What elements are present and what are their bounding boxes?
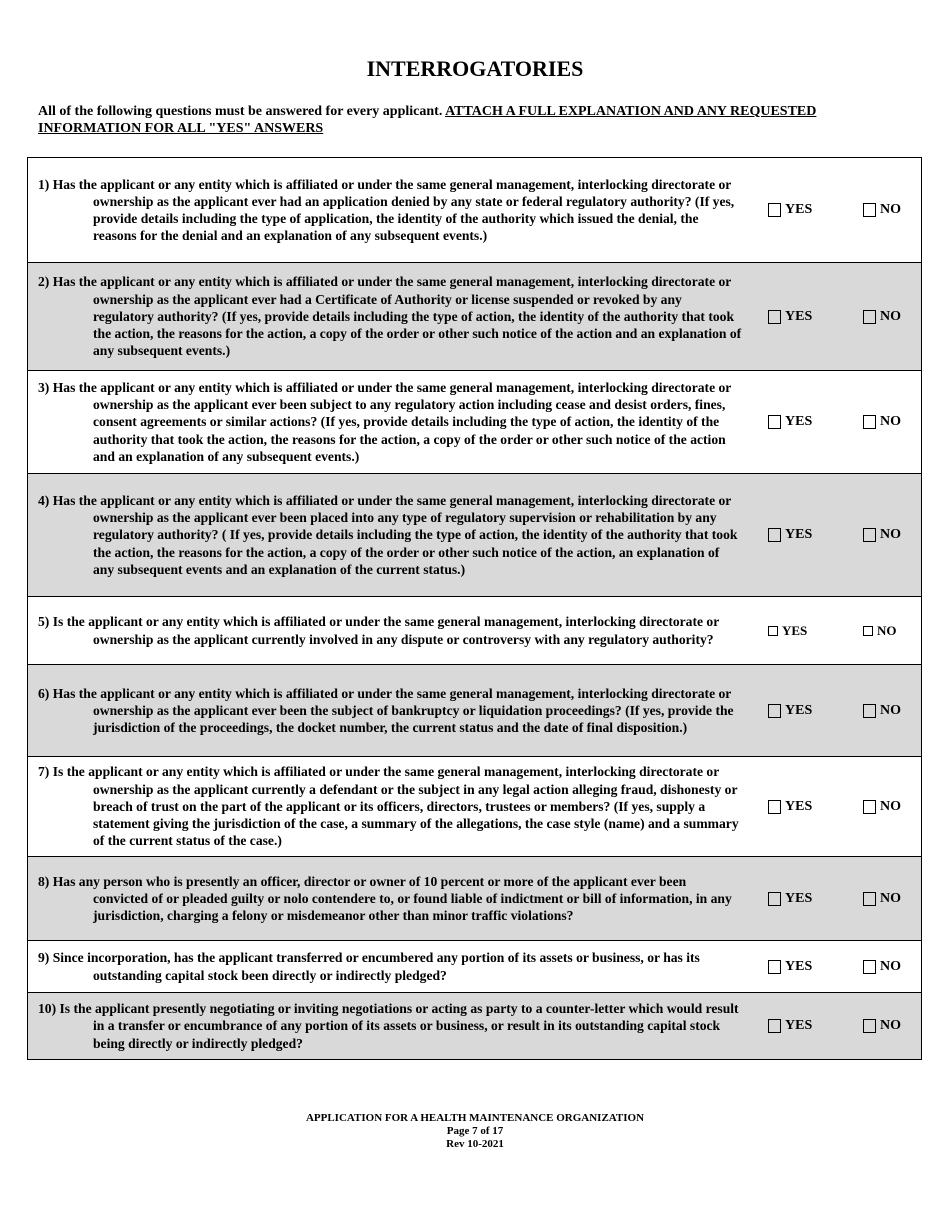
checkbox-icon[interactable]: [768, 203, 781, 217]
no-label: NO: [880, 958, 901, 974]
checkbox-icon[interactable]: [768, 310, 781, 324]
checkbox-icon[interactable]: [768, 704, 781, 718]
checkbox-icon[interactable]: [768, 415, 781, 429]
footer-page-number: Page 7 of 17: [446, 1125, 504, 1137]
yes-checkbox[interactable]: [768, 959, 812, 975]
no-label: NO: [877, 622, 897, 638]
no-checkbox[interactable]: [863, 1018, 901, 1034]
question-text-cell: [28, 679, 743, 743]
yes-label: YES: [785, 527, 813, 542]
no-label: NO: [880, 798, 901, 814]
question-text-cell: [28, 994, 743, 1058]
yes-label: YES: [785, 308, 813, 324]
yes-label: YES: [785, 890, 813, 906]
no-checkbox[interactable]: [863, 959, 901, 975]
yes-checkbox[interactable]: [768, 799, 812, 815]
checkbox-icon[interactable]: [863, 1019, 876, 1033]
question-text-cell: [28, 267, 743, 365]
footer-form-title: APPLICATION FOR A HEALTH MAINTENANCE ORGANIZATION: [305, 1112, 645, 1124]
checkbox-icon[interactable]: [863, 203, 876, 217]
question-text: 3) Has the applicant or any entity which is affiliated or under the same general management, interlocking directorate or ownership as the applicant ever been subject to any regulatory action including cease and desist orders, fines, consent agreements or similar actions? (If yes, provide details including the type of action, the identity of the authority that took the action, the reasons for the action, a copy of the order or other such notice of the action and an explanation of any subsequent events.): [38, 379, 732, 464]
checkbox-icon[interactable]: [863, 960, 876, 974]
yes-label: YES: [785, 798, 813, 814]
question-row: [28, 993, 921, 1059]
question-text: 4) Has the applicant or any entity which is affiliated or under the same general management, interlocking directorate or ownership as the applicant ever been placed into any type of regulatory supervision or rehabilitation by any regulatory authority? ( If yes, provide details including the type of action, the identity of the authority that took the action, the reasons for the action, a copy of the order or other such notice of the action, an explanation of any subsequent events and an explanation of the current status.): [38, 492, 738, 577]
question-text-cell: [28, 943, 743, 989]
question-text-cell: [28, 170, 743, 251]
footer-revision: Rev 10-2021: [446, 1138, 504, 1150]
interrogatories-table: [27, 157, 922, 1060]
no-checkbox[interactable]: [863, 703, 901, 719]
no-label: NO: [880, 308, 901, 324]
yes-checkbox[interactable]: [768, 414, 812, 430]
checkbox-icon[interactable]: [768, 960, 781, 974]
no-label: NO: [880, 527, 901, 542]
question-row: [28, 857, 921, 941]
instructions-emphasis: ATTACH A FULL EXPLANATION AND ANY REQUESTED INFORMATION FOR ALL "YES" ANSWERS: [38, 104, 817, 136]
checkbox-icon[interactable]: [768, 528, 781, 542]
yes-checkbox[interactable]: [768, 1018, 812, 1034]
question-text-cell: [28, 486, 743, 584]
question-text: 8) Has any person who is presently an officer, director or owner of 10 percent or more of the applicant ever been convicted of or pleaded guilty or nolo contendere to, or found liable of indictment or bill of information, in any jurisdiction, charging a felony or misdemeanor other than minor traffic violations?: [38, 873, 732, 924]
checkbox-icon[interactable]: [768, 626, 778, 636]
no-checkbox[interactable]: [863, 623, 897, 639]
yes-checkbox[interactable]: [768, 527, 812, 543]
yes-checkbox[interactable]: [768, 202, 812, 218]
no-label: NO: [880, 1018, 901, 1033]
question-row: [28, 665, 921, 757]
checkbox-icon[interactable]: [863, 892, 876, 906]
page-title: INTERROGATORIES: [366, 56, 584, 81]
question-row: [28, 371, 921, 474]
question-row: [28, 474, 921, 597]
yes-label: YES: [785, 1018, 813, 1033]
checkbox-icon[interactable]: [863, 415, 876, 429]
yes-label: YES: [782, 622, 808, 638]
question-row: [28, 597, 921, 665]
instructions-text: All of the following questions must be answered for every applicant.: [38, 104, 443, 119]
question-text: 9) Since incorporation, has the applicant transferred or encumbered any portion of its assets or business, or has its outstanding capital stock been directly or indirectly pledged?: [38, 950, 700, 983]
yes-checkbox[interactable]: [768, 309, 812, 325]
checkbox-icon[interactable]: [863, 528, 876, 542]
question-row: [28, 158, 921, 263]
yes-checkbox[interactable]: [768, 891, 812, 907]
footer: [0, 1112, 950, 1151]
no-label: NO: [880, 702, 901, 718]
checkbox-icon[interactable]: [768, 1019, 781, 1033]
checkbox-icon[interactable]: [768, 892, 781, 906]
no-label: NO: [880, 202, 901, 217]
question-text-cell: [28, 607, 743, 653]
question-text: 5) Is the applicant or any entity which is affiliated or under the same general management, interlocking directorate or ownership as the applicant currently involved in any dispute or controversy with any regulatory authority?: [38, 614, 720, 647]
question-row: [28, 757, 921, 857]
question-text: 2) Has the applicant or any entity which is affiliated or under the same general management, interlocking directorate or ownership as the applicant ever had a Certificate of Authority or license suspended or revoked by any regulatory authority? (If yes, provide details including the type of action, the identity of the authority that took the action, the reasons for the action, a copy of the order or other such notice of the action and an explanation of any subsequent events.): [38, 274, 742, 359]
no-checkbox[interactable]: [863, 527, 901, 543]
yes-checkbox[interactable]: [768, 623, 807, 639]
question-row: [28, 263, 921, 371]
question-text-cell: [28, 757, 743, 855]
checkbox-icon[interactable]: [863, 626, 873, 636]
no-checkbox[interactable]: [863, 202, 901, 218]
checkbox-icon[interactable]: [863, 310, 876, 324]
checkbox-icon[interactable]: [863, 800, 876, 814]
checkbox-icon[interactable]: [768, 800, 781, 814]
yes-label: YES: [785, 202, 813, 217]
question-text: 7) Is the applicant or any entity which is affiliated or under the same general management, interlocking directorate or ownership as the applicant currently a defendant or the subject in any legal action alleging fraud, dishonesty or breach of trust on the part of the applicant or its officers, directors, trustees or members? (If yes, supply a statement giving the jurisdiction of the case, a summary of the allegations, the case style (name) and a summary of the current status of the case.): [38, 764, 739, 849]
yes-label: YES: [785, 702, 813, 718]
no-label: NO: [880, 414, 901, 429]
question-text-cell: [28, 373, 743, 471]
question-text-cell: [28, 867, 743, 931]
question-text: 6) Has the applicant or any entity which is affiliated or under the same general management, interlocking directorate or ownership as the applicant ever been the subject of bankruptcy or liquidation proceedings? (If yes, provide the jurisdiction of the proceedings, the docket number, the current status and the date of final disposition.): [38, 685, 734, 736]
no-label: NO: [880, 890, 901, 906]
no-checkbox[interactable]: [863, 891, 901, 907]
yes-checkbox[interactable]: [768, 703, 812, 719]
instructions: [38, 103, 838, 137]
question-text: 1) Has the applicant or any entity which is affiliated or under the same general management, interlocking directorate or ownership as the applicant ever had an application denied by any state or federal regulatory authority? (If yes, provide details including the type of application, the identity of the authority which issued the denial, the reasons for the denial and an explanation of any subsequent events.): [38, 176, 735, 244]
no-checkbox[interactable]: [863, 799, 901, 815]
checkbox-icon[interactable]: [863, 704, 876, 718]
yes-label: YES: [785, 414, 813, 429]
question-row: [28, 941, 921, 993]
question-text: 10) Is the applicant presently negotiating or inviting negotiations or acting as party to a counter-letter which would result in a transfer or encumbrance of any portion of its assets or business, or result in its outstanding capital stock being directly or indirectly pledged?: [38, 1001, 739, 1051]
yes-label: YES: [785, 958, 813, 974]
no-checkbox[interactable]: [863, 414, 901, 430]
no-checkbox[interactable]: [863, 309, 901, 325]
